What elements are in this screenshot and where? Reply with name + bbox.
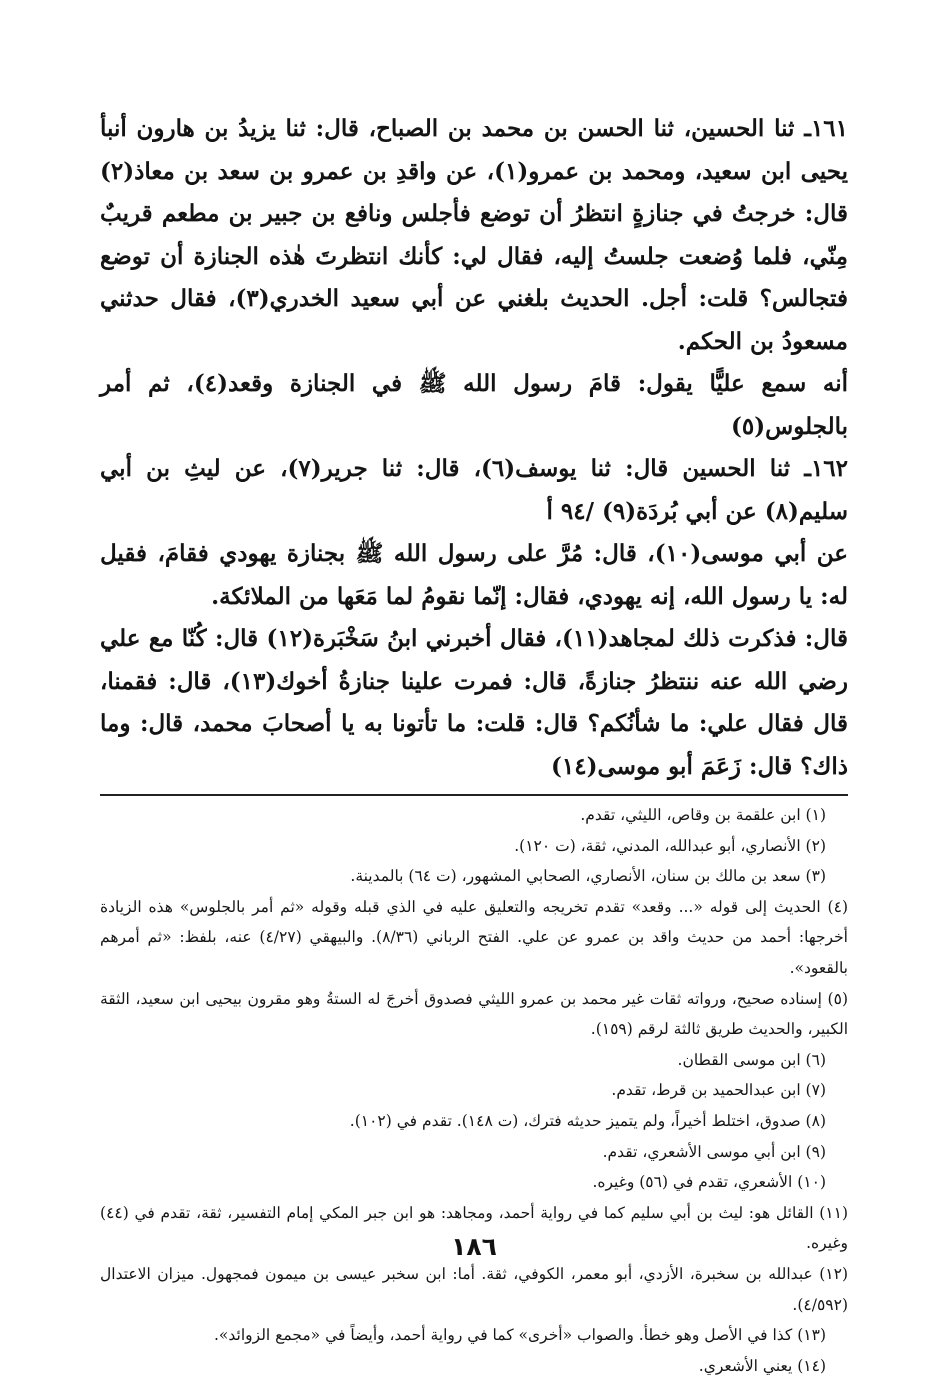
hadith-161-paragraph: ١٦١ـ ثنا الحسين، ثنا الحسن بن محمد بن الصباح، قال: ثنا يزيدُ بن هارون أنبأ يحيى ابن سعيد، ومحمد بن عمرو(١)، عن واقدِ بن عمرو بن سعد بن معاذ(٢) قال: خرجتُ في جنازةٍ انتظرُ أن توضع فأجلس ونافع بن جبير بن مطعم قريبٌ مِنّي، فلما وُضعت جلستُ إليه، فقال لي: كأنك انتظرتَ هٰذه الجنازة أن توضع فتجالس؟ قلت: أجل. الحديث بلغني عن أبي سعيد الخدري(٣)، فقال حدثني مسعودُ بن الحكم. <box>100 115 848 355</box>
footnote-9: (٩) ابن أبي موسى الأشعري، تقدم. <box>602 1142 826 1161</box>
footnote-3: (٣) سعد بن مالك بن سنان، الأنصاري، الصحابي المشهور، (ت ٦٤) بالمدينة. <box>350 867 826 886</box>
footnote-5: (٥) إسناده صحيح، ورواته ثقات غير محمد بن عمرو الليثي فصدوق أخرجَ له الستةُ وهو مقرون بيحيى ابن سعيد، الثقة الكبير، والحديث طريق ثالثة لرقم (١٥٩). <box>100 989 848 1039</box>
footnotes <box>100 800 848 1381</box>
footnote-11: (١١) القائل هو: ليث بن أبي سليم كما في رواية أحمد، ومجاهد: هو ابن جبر المكي إمام التفسير، ثقة، تقدم في (٤٤) وغيره. <box>100 1203 848 1253</box>
footnote-6: (٦) ابن موسى القطان. <box>677 1050 826 1069</box>
footnote-7: (٧) ابن عبدالحميد بن قرط، تقدم. <box>611 1081 826 1100</box>
hadith-162-continuation: قال: فذكرت ذلك لمجاهد(١١)، فقال أخبرني ابنُ سَخْبَرة(١٢) قال: كُنّا مع علي رضي الله عنه ننتظرُ جنازةً، قال: فمرت علينا جنازةُ أخوك(١٣)، قال: فقمنا، قال فقال علي: ما شأنُكم؟ قال: قلت: ما تأتونا به يا أصحابَ محمد، قال: وما ذاك؟ قال: زَعَمَ أبو موسى(١٤) <box>100 625 849 780</box>
hadith-162-matn: عن أبي موسى(١٠)، قال: مُرَّ على رسول الله ﷺ بجنازة يهودي فقامَ، فقيل له: يا رسول الله، إنه يهودي، فقال: إنّما نقومُ لما مَعَها من الملائكة. <box>100 540 848 610</box>
footnote-separator <box>100 794 848 796</box>
main-text <box>100 108 848 788</box>
footnote-10: (١٠) الأشعري، تقدم في (٥٦) وغيره. <box>592 1173 826 1192</box>
footnote-13: (١٣) كذا في الأصل وهو خطأ. والصواب «أخرى» كما في رواية أحمد، وأيضاً في «مجمع الزوائد». <box>214 1326 826 1345</box>
page-number: ١٨٦ <box>451 1232 497 1261</box>
footnote-14: (١٤) يعني الأشعري. <box>698 1356 826 1375</box>
hadith-161-matn: أنه سمع عليًّا يقول: قامَ رسول الله ﷺ في الجنازة وقعد(٤)، ثم أمر بالجلوس(٥) <box>100 370 848 440</box>
footnote-4: (٤) الحديث إلى قوله «... وقعد» تقدم تخريجه والتعليق عليه في الذي قبله وقوله «ثم أمر بالجلوس» هذه الزيادة أخرجها: أحمد من حديث واقد بن عمرو عن علي. الفتح الرباني (٨/٣٦). والبيهقي (٤/٢٧) عنه، بلفظ: «ثم أمرهم بالقعود». <box>100 897 848 977</box>
hadith-162-isnad: ١٦٢ـ ثنا الحسين قال: ثنا يوسف(٦)، قال: ثنا جرير(٧)، عن ليثِ بن أبي سليم(٨) عن أبي بُردَة(٩) /٩٤ أ <box>100 455 849 525</box>
footnote-1: (١) ابن علقمة بن وقاص، الليثي، تقدم. <box>580 806 826 824</box>
footnote-2: (٢) الأنصاري، أبو عبدالله، المدني، ثقة، (ت ١٢٠). <box>514 836 826 855</box>
footnote-8: (٨) صدوق، اختلط أخيراً، ولم يتميز حديثه فترك، (ت ١٤٨). تقدم في (١٠٢). <box>349 1111 826 1130</box>
footnote-12: (١٢) عبدالله بن سخبرة، الأزدي، أبو معمر، الكوفي، ثقة. أما: ابن سخبر عيسى بن ميمون فمجهول. ميزان الاعتدال (٤/٥٩٢). <box>100 1264 848 1314</box>
